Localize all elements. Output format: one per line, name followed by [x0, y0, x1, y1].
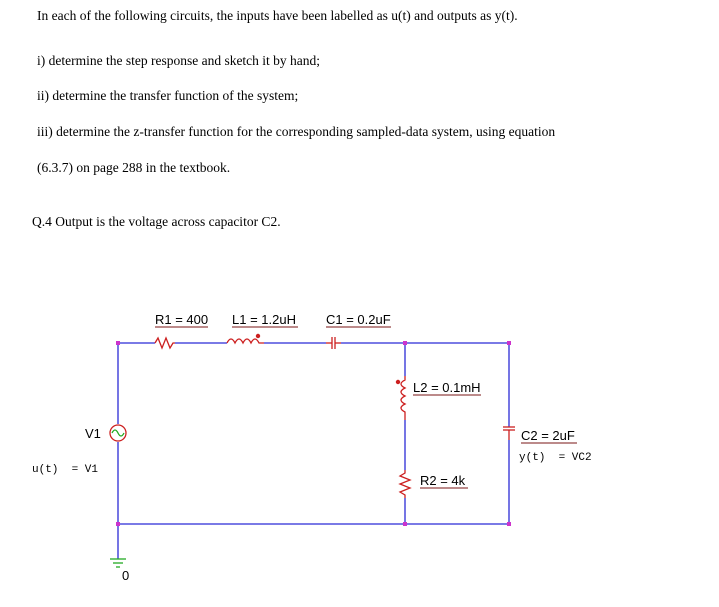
- r2-resistor-symbol: [400, 470, 410, 498]
- c1-capacitor-symbol: [326, 337, 341, 349]
- circuit-nodes: [116, 341, 511, 526]
- l1-dot-marker: [256, 334, 260, 338]
- problem-header: In each of the following circuits, the inputs have been labelled as u(t) and outputs as y(t).: [37, 8, 518, 23]
- v1-ac-source-symbol: [110, 425, 126, 441]
- r1-resistor-symbol: [155, 338, 175, 348]
- c2-capacitor-symbol: [503, 427, 515, 440]
- l1-inductor-symbol: [227, 339, 264, 343]
- task-z-transfer-reference: (6.3.7) on page 288 in the textbook.: [37, 160, 231, 175]
- v1-label: V1: [85, 426, 101, 441]
- output-label: y(t) = VC2: [519, 452, 592, 464]
- ground-symbol: [110, 559, 126, 567]
- r2-label: R2 = 4k: [420, 473, 466, 488]
- ground-node-label: 0: [122, 568, 130, 583]
- question-4-title: Q.4 Output is the voltage across capacitor C2.: [32, 214, 281, 229]
- input-label: u(t) = V1: [32, 464, 99, 476]
- l1-label: L1 = 1.2uH: [232, 312, 296, 327]
- circuit-wires: [118, 343, 509, 559]
- task-transfer-function: ii) determine the transfer function of the system;: [37, 88, 299, 103]
- task-step-response: i) determine the step response and sketch it by hand;: [37, 53, 321, 68]
- r1-label: R1 = 400: [155, 312, 209, 327]
- task-z-transfer-function: iii) determine the z-transfer function for the corresponding sampled-data system, using equation: [37, 124, 556, 139]
- l2-inductor-symbol: [401, 376, 405, 420]
- c1-label: C1 = 0.2uF: [326, 312, 391, 327]
- l2-label: L2 = 0.1mH: [413, 380, 481, 395]
- l2-dot-marker: [396, 380, 400, 384]
- c2-label: C2 = 2uF: [521, 428, 575, 443]
